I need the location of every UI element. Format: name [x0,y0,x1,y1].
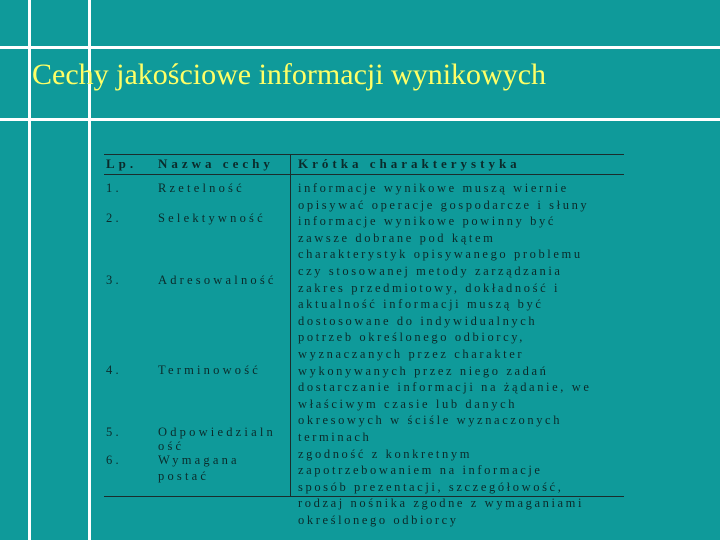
description-line: zgodność z konkretnym [298,446,473,461]
description-line: czy stosowanej metody zarządzania [298,263,563,278]
description-line: informacje wynikowe muszą wiernie [298,181,569,195]
row-3-lp: 3. [106,273,122,287]
description-line: opisywać operacje gospodarcze i słuny [298,197,590,212]
table-top-border [104,154,624,155]
row-6-name-continued: postać [158,469,210,483]
description-line: dostarczanie informacji na żądanie, we [298,380,592,395]
row-5-name: Odpowiedzialn [158,425,276,439]
decor-line-horizontal-bottom [0,118,720,121]
description-line: określonego odbiorcy [298,512,459,527]
description-line: potrzeb określonego odbiorcy, [298,330,525,345]
header-name: Nazwa cechy [158,156,274,171]
description-line: dostosowane do indywidualnych [298,313,538,328]
description-line: terminach [298,429,372,444]
row-1-name: Rzetelność [158,181,245,195]
row-2-name: Selektywność [158,211,266,225]
description-line: zakres przedmiotowy, dokładność i [298,280,561,295]
row-5-name-continued: ość [158,439,185,453]
row-4-lp: 4. [106,363,122,377]
description-line: rodzaj nośnika zgodne z wymaganiami [298,496,585,511]
description-line: aktualność informacji muszą być [298,297,544,312]
row-6-name: Wymagana [158,453,240,467]
row-1-lp: 1. [106,181,122,195]
table-header-divider [104,174,624,175]
decor-line-horizontal-top [0,46,720,49]
header-lp: Lp. [106,156,138,171]
header-description: Krótka charakterystyka [298,156,521,171]
description-line: zapotrzebowaniem na informacje [298,463,543,478]
slide-title: Cechy jakościowe informacji wynikowych [32,58,547,91]
description-line: wyznaczanych przez charakter [298,346,525,361]
description-line: informacje wynikowe powinny być [298,214,556,229]
row-5-lp: 5. [106,425,122,439]
description-line: okresowych w ściśle wyznaczonych [298,413,563,428]
table-column-divider [290,154,291,496]
description-column [298,180,624,528]
row-3-name: Adresowalność [158,273,277,287]
row-4-name: Terminowość [158,363,262,377]
row-6-lp: 6. [106,453,122,467]
description-line: charakterystyk opisywanego problemu [298,247,583,262]
decor-line-vertical-left [28,0,31,540]
description-line: wykonywanych przez niego zadań [298,363,549,378]
description-line: zawsze dobrane pod kątem [298,230,496,245]
row-2-lp: 2. [106,211,122,225]
description-line: właściwym czasie lub danych [298,396,518,411]
description-line: sposób prezentacji, szczegółowość, [298,479,564,494]
